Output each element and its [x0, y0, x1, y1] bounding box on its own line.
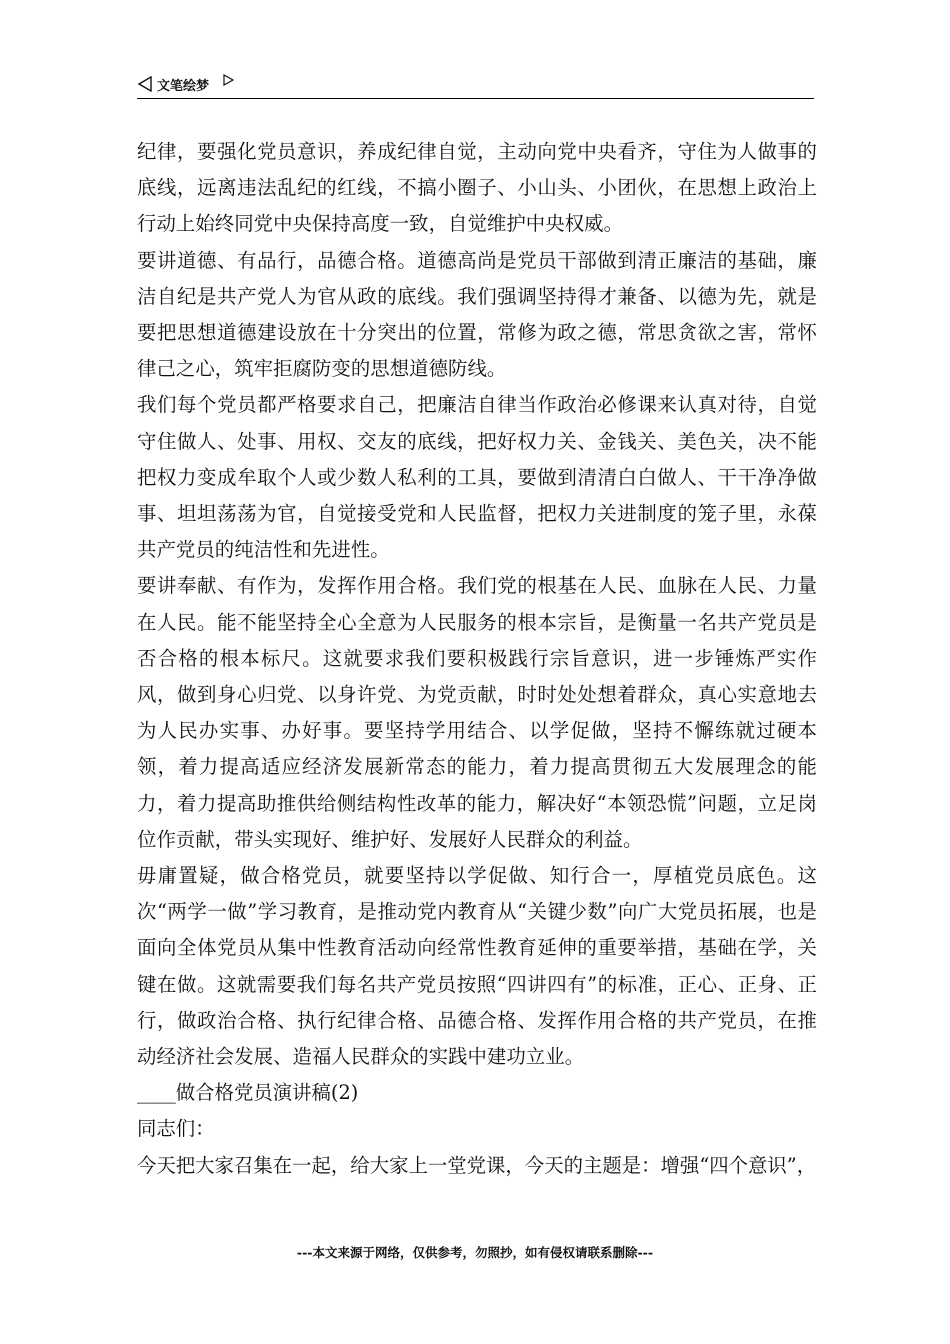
paragraph: 纪律，要强化党员意识，养成纪律自觉，主动向党中央看齐，守住为人做事的底线，远离违法乱纪的红线，不搞小圈子、小山头、小团伙，在思想上政治上行动上始终同党中央保持高度一致，自觉维护中央权威。 [137, 140, 817, 236]
document-body [137, 134, 817, 1184]
speech-title: ____做合格党员演讲稿(2) [137, 1081, 359, 1105]
paragraph: 毋庸置疑，做合格党员，就要坚持以学促做、知行合一，厚植党员底色。这次“两学一做”学习教育，是推动党内教育从“关键少数”向广大党员拓展，也是面向全体党员从集中性教育活动向经常性教育延伸的重要举措，基础在学，关键在做。这就需要我们每名共产党员按照“四讲四有”的标准，正心、正身、正行，做政治合格、执行纪律合格、品德合格、发挥作用合格的共产党员，在推动经济社会发展、造福人民群众的实践中建功立业。 [137, 864, 817, 1069]
header-title: 文笔绘梦 [157, 79, 210, 94]
triangle-right-icon [223, 74, 234, 86]
paragraph: 我们每个党员都严格要求自己，把廉洁自律当作政治必修课来认真对待，自觉守住做人、处事、用权、交友的底线，把好权力关、金钱关、美色关，决不能把权力变成牟取个人或少数人私利的工具，要做到清清白白做人、干干净净做事、坦坦荡荡为官，自觉接受党和人民监督，把权力关进制度的笼子里，永葆共产党员的纯洁性和先进性。 [137, 393, 817, 562]
paragraph: 要讲道德、有品行，品德合格。道德高尚是党员干部做到清正廉洁的基础，廉洁自纪是共产党人为官从政的底线。我们强调坚持得才兼备、以德为先，就是要把思想道德建设放在十分突出的位置，常修为政之德，常思贪欲之害，常怀律己之心，筑牢拒腐防变的思想道德防线。 [137, 248, 817, 381]
footer-disclaimer: ---本文来源于网络，仅供参考，勿照抄，如有侵权请联系删除--- [296, 1245, 654, 1260]
paragraph: 今天把大家召集在一起，给大家上一堂党课，今天的主题是：增强“四个意识”， [137, 1153, 817, 1177]
triangle-left-icon [137, 76, 153, 92]
salutation: 同志们： [137, 1117, 215, 1141]
page-header [137, 72, 814, 99]
paragraph: 要讲奉献、有作为，发挥作用合格。我们党的根基在人民、血脉在人民、力量在人民。能不能坚持全心全意为人民服务的根本宗旨，是衡量一名共产党员是否合格的根本标尺。这就要求我们要积极践行宗旨意识，进一步锤炼严实作风，做到身心归党、以身许党、为党贡献，时时处处想着群众，真心实意地去为人民办实事、办好事。要坚持学用结合、以学促做，坚持不懈练就过硬本领，着力提高适应经济发展新常态的能力，着力提高贯彻五大发展理念的能力，着力提高助推供给侧结构性改革的能力，解决好“本领恐慌”问题，立足岗位作贡献，带头实现好、维护好、发展好人民群众的利益。 [137, 574, 817, 851]
